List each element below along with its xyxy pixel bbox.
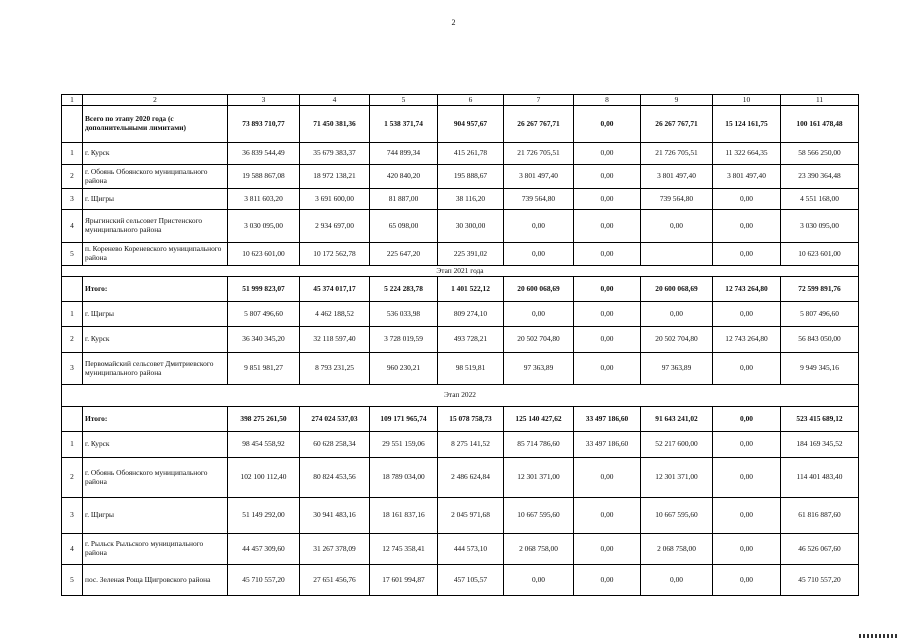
row-number: 5 [62,565,83,596]
municipality-name: г. Обоянь Обоянского муниципального района [83,165,228,189]
amount-cell: 3 728 019,59 [370,327,438,353]
municipality-name: г. Щигры [83,498,228,534]
total-row [62,106,859,143]
total-value: 15 078 758,73 [438,407,504,432]
amount-cell: 8 793 231,25 [300,353,370,385]
amount-cell: 3 801 497,40 [504,165,574,189]
row-number: 5 [62,243,83,266]
amount-cell: 18 161 837,16 [370,498,438,534]
amount-cell: 81 887,00 [370,189,438,210]
table-row [62,432,859,458]
amount-cell: 0,00 [713,534,781,565]
amount-cell: 184 169 345,52 [781,432,859,458]
amount-cell: 10 667 595,60 [504,498,574,534]
column-number-cell: 4 [300,95,370,106]
amount-cell: 31 267 378,09 [300,534,370,565]
amount-cell: 12 745 358,41 [370,534,438,565]
amount-cell: 9 949 345,16 [781,353,859,385]
amount-cell: 58 566 250,00 [781,143,859,165]
amount-cell: 0,00 [574,458,641,498]
amount-cell: 2 068 758,00 [641,534,713,565]
amount-cell: 10 667 595,60 [641,498,713,534]
amount-cell: 5 807 496,60 [228,302,300,327]
column-number-row [62,95,859,106]
total-value: 26 267 767,71 [504,106,574,143]
table-row [62,498,859,534]
municipality-name: г. Щигры [83,302,228,327]
empty-cell [62,407,83,432]
amount-cell: 809 274,10 [438,302,504,327]
amount-cell: 45 710 557,20 [228,565,300,596]
column-number-cell: 3 [228,95,300,106]
amount-cell: 739 564,80 [504,189,574,210]
amount-cell: 0,00 [713,498,781,534]
total-value: 0,00 [574,277,641,302]
amount-cell: 20 502 704,80 [641,327,713,353]
amount-cell: 0,00 [713,432,781,458]
amount-cell: 3 691 600,00 [300,189,370,210]
amount-cell: 0,00 [574,565,641,596]
total-value: 20 600 068,69 [504,277,574,302]
amount-cell: 0,00 [641,565,713,596]
amount-cell: 46 526 067,60 [781,534,859,565]
amount-cell: 195 888,67 [438,165,504,189]
total-value: 73 893 710,77 [228,106,300,143]
amount-cell: 0,00 [713,189,781,210]
total-value: 0,00 [713,407,781,432]
row-number: 2 [62,327,83,353]
amount-cell: 739 564,80 [641,189,713,210]
total-value: 26 267 767,71 [641,106,713,143]
amount-cell: 3 811 603,20 [228,189,300,210]
amount-cell: 0,00 [574,353,641,385]
column-number-cell: 8 [574,95,641,106]
total-value: 15 124 161,75 [713,106,781,143]
amount-cell: 2 934 697,00 [300,210,370,243]
municipality-name: г. Обоянь Обоянского муниципального района [83,458,228,498]
column-number-cell: 1 [62,95,83,106]
amount-cell: 744 899,34 [370,143,438,165]
amount-cell: 85 714 786,60 [504,432,574,458]
table-body [62,95,859,596]
table-row [62,353,859,385]
total-value: 51 999 823,07 [228,277,300,302]
row-number: 1 [62,143,83,165]
amount-cell: 2 068 758,00 [504,534,574,565]
amount-cell: 9 851 981,27 [228,353,300,385]
amount-cell: 36 839 544,49 [228,143,300,165]
amount-cell: 12 301 371,00 [504,458,574,498]
total-value: 904 957,67 [438,106,504,143]
amount-cell: 35 679 383,37 [300,143,370,165]
total-value: 71 450 381,36 [300,106,370,143]
table-row [62,327,859,353]
total-value: 125 140 427,62 [504,407,574,432]
amount-cell: 61 816 887,60 [781,498,859,534]
amount-cell: 0,00 [504,302,574,327]
total-value: 20 600 068,69 [641,277,713,302]
total-value: 72 599 891,76 [781,277,859,302]
column-number-cell: 2 [83,95,228,106]
row-number: 2 [62,165,83,189]
amount-cell: 17 601 994,87 [370,565,438,596]
empty-cell [62,277,83,302]
table-row [62,565,859,596]
amount-cell: 20 502 704,80 [504,327,574,353]
amount-cell: 60 628 258,34 [300,432,370,458]
amount-cell: 0,00 [574,534,641,565]
amount-cell: 3 801 497,40 [713,165,781,189]
amount-cell: 38 116,20 [438,189,504,210]
amount-cell: 21 726 705,51 [504,143,574,165]
amount-cell: 97 363,89 [504,353,574,385]
amount-cell: 98 454 558,92 [228,432,300,458]
total-value: 1 401 522,12 [438,277,504,302]
total-label: Итого: [83,277,228,302]
column-number-cell: 11 [781,95,859,106]
column-number-cell: 10 [713,95,781,106]
amount-cell: 52 217 600,00 [641,432,713,458]
row-number: 3 [62,353,83,385]
amount-cell [641,243,713,266]
amount-cell: 27 651 456,76 [300,565,370,596]
amount-cell: 97 363,89 [641,353,713,385]
amount-cell: 18 789 034,00 [370,458,438,498]
amount-cell: 444 573,10 [438,534,504,565]
amount-cell: 80 824 453,56 [300,458,370,498]
table-row [62,165,859,189]
row-number: 4 [62,210,83,243]
municipality-name: г. Рыльск Рыльского муниципального района [83,534,228,565]
amount-cell: 0,00 [504,243,574,266]
budget-table [61,94,859,596]
amount-cell: 29 551 159,06 [370,432,438,458]
row-number: 1 [62,432,83,458]
column-number-cell: 9 [641,95,713,106]
row-number: 3 [62,189,83,210]
total-value: 0,00 [574,106,641,143]
amount-cell: 0,00 [713,458,781,498]
total-value: 33 497 186,60 [574,407,641,432]
amount-cell: 0,00 [574,498,641,534]
amount-cell: 65 098,00 [370,210,438,243]
stage-title: Этап 2022 [62,385,859,407]
amount-cell: 32 118 597,40 [300,327,370,353]
amount-cell: 4 462 188,52 [300,302,370,327]
amount-cell: 10 623 601,00 [228,243,300,266]
amount-cell: 45 710 557,20 [781,565,859,596]
table-row [62,458,859,498]
amount-cell: 114 401 483,40 [781,458,859,498]
amount-cell: 4 551 168,00 [781,189,859,210]
total-row [62,407,859,432]
amount-cell: 0,00 [574,165,641,189]
amount-cell: 225 647,20 [370,243,438,266]
municipality-name: Ярыгинский сельсовет Пристенского муниципального района [83,210,228,243]
amount-cell: 0,00 [713,302,781,327]
amount-cell: 0,00 [574,143,641,165]
row-number: 2 [62,458,83,498]
amount-cell: 0,00 [713,565,781,596]
amount-cell: 0,00 [574,302,641,327]
municipality-name: Первомайский сельсовет Дмитриевского муниципального района [83,353,228,385]
amount-cell: 30 941 483,16 [300,498,370,534]
empty-cell [62,106,83,143]
municipality-name: г. Курск [83,432,228,458]
amount-cell: 0,00 [574,243,641,266]
column-number-cell: 5 [370,95,438,106]
amount-cell: 0,00 [574,327,641,353]
amount-cell: 5 807 496,60 [781,302,859,327]
total-value: 45 374 017,17 [300,277,370,302]
stage-row [62,385,859,407]
amount-cell: 0,00 [574,210,641,243]
amount-cell: 457 105,57 [438,565,504,596]
total-value: 523 415 689,12 [781,407,859,432]
municipality-name: г. Щигры [83,189,228,210]
amount-cell: 2 486 624,84 [438,458,504,498]
amount-cell: 3 801 497,40 [641,165,713,189]
total-value: 1 538 371,74 [370,106,438,143]
total-value: 91 643 241,02 [641,407,713,432]
table-row [62,302,859,327]
amount-cell: 960 230,21 [370,353,438,385]
amount-cell: 30 300,00 [438,210,504,243]
amount-cell: 0,00 [504,210,574,243]
total-value: 398 275 261,50 [228,407,300,432]
amount-cell: 56 843 050,00 [781,327,859,353]
amount-cell: 225 391,02 [438,243,504,266]
municipality-name: п. Коренево Кореневского муниципального района [83,243,228,266]
amount-cell: 0,00 [713,353,781,385]
total-value: 5 224 283,78 [370,277,438,302]
amount-cell: 2 045 971,68 [438,498,504,534]
amount-cell: 36 340 345,20 [228,327,300,353]
total-row [62,277,859,302]
row-number: 1 [62,302,83,327]
amount-cell: 10 172 562,78 [300,243,370,266]
amount-cell: 536 033,98 [370,302,438,327]
amount-cell: 10 623 601,00 [781,243,859,266]
amount-cell: 12 743 264,80 [713,327,781,353]
amount-cell: 44 457 309,60 [228,534,300,565]
amount-cell: 11 322 664,35 [713,143,781,165]
amount-cell: 102 100 112,40 [228,458,300,498]
table-row [62,243,859,266]
amount-cell: 0,00 [504,565,574,596]
total-value: 274 024 537,03 [300,407,370,432]
amount-cell: 3 030 095,00 [781,210,859,243]
municipality-name: пос. Зеленая Роща Щигровского района [83,565,228,596]
amount-cell: 23 390 364,48 [781,165,859,189]
row-number: 3 [62,498,83,534]
amount-cell: 420 840,20 [370,165,438,189]
total-value: 12 743 264,80 [713,277,781,302]
amount-cell: 0,00 [713,243,781,266]
amount-cell: 3 030 095,00 [228,210,300,243]
amount-cell: 19 588 867,08 [228,165,300,189]
amount-cell: 0,00 [641,210,713,243]
total-value: 109 171 965,74 [370,407,438,432]
total-label: Итого: [83,407,228,432]
table-row [62,143,859,165]
amount-cell: 33 497 186,60 [574,432,641,458]
stage-row [62,266,859,277]
table-row [62,534,859,565]
table-row [62,189,859,210]
amount-cell: 18 972 138,21 [300,165,370,189]
municipality-name: г. Курск [83,327,228,353]
amount-cell: 51 149 292,00 [228,498,300,534]
total-value: 100 161 478,48 [781,106,859,143]
municipality-name: г. Курск [83,143,228,165]
amount-cell: 8 275 141,52 [438,432,504,458]
stage-title: Этап 2021 года [62,266,859,277]
table-row [62,210,859,243]
amount-cell: 12 301 371,00 [641,458,713,498]
amount-cell: 493 728,21 [438,327,504,353]
column-number-cell: 7 [504,95,574,106]
column-number-cell: 6 [438,95,504,106]
scan-mark [859,634,899,638]
amount-cell: 21 726 705,51 [641,143,713,165]
total-label: Всего по этапу 2020 года (с дополнительными лимитами) [83,106,228,143]
amount-cell: 0,00 [713,210,781,243]
amount-cell: 0,00 [574,189,641,210]
amount-cell: 415 261,78 [438,143,504,165]
amount-cell: 98 519,81 [438,353,504,385]
row-number: 4 [62,534,83,565]
amount-cell: 0,00 [641,302,713,327]
page-number: 2 [451,18,456,27]
